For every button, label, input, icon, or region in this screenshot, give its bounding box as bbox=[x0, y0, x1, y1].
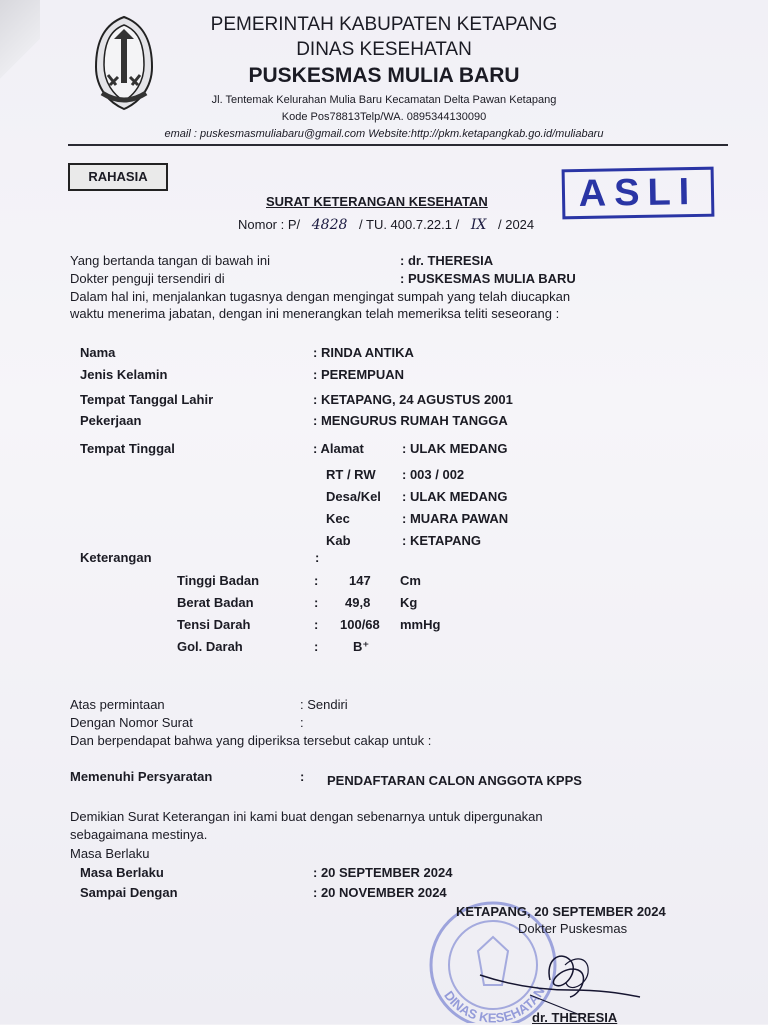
validity-heading: Masa Berlaku bbox=[70, 846, 150, 861]
weight-colon: : bbox=[314, 595, 319, 610]
blood-type-value: B⁺ bbox=[353, 639, 370, 654]
notes-colon: : bbox=[315, 550, 320, 565]
number-year: / 2024 bbox=[497, 217, 535, 232]
blood-pressure-value: 100/68 bbox=[340, 617, 380, 632]
gender-label: Jenis Kelamin bbox=[80, 367, 168, 382]
blood-type-label: Gol. Darah bbox=[177, 639, 243, 654]
opinion-text: Dan berpendapat bahwa yang diperiksa tersebut cakap untuk : bbox=[70, 733, 432, 748]
sign-place-date: KETAPANG, 20 SEPTEMBER 2024 bbox=[456, 904, 666, 919]
height-value: 147 bbox=[349, 573, 371, 588]
regency-label: Kab bbox=[326, 533, 351, 548]
name-value: : RINDA ANTIKA bbox=[313, 345, 414, 360]
weight-label: Berat Badan bbox=[177, 595, 254, 610]
height-colon: : bbox=[314, 573, 319, 588]
occupation-label: Pekerjaan bbox=[80, 413, 142, 428]
weight-unit: Kg bbox=[400, 595, 418, 610]
original-stamp: ASLI bbox=[562, 167, 715, 220]
blood-type-colon: : bbox=[314, 639, 319, 654]
request-label: Atas permintaan bbox=[70, 697, 165, 712]
closing-line-1: Demikian Surat Keterangan ini kami buat dengan sebenarnya untuk dipergunakan bbox=[70, 809, 543, 824]
document-title: SURAT KETERANGAN KESEHATAN bbox=[266, 194, 488, 209]
gender-value: : PEREMPUAN bbox=[313, 367, 405, 382]
occupation-value: : MENGURUS RUMAH TANGGA bbox=[313, 413, 508, 428]
height-unit: Cm bbox=[400, 573, 421, 588]
sign-role: Dokter Puskesmas bbox=[518, 921, 628, 936]
number-month: IX bbox=[470, 217, 487, 233]
rtrw-value: : 003 / 002 bbox=[402, 467, 465, 482]
examiner-label: Dokter penguji tersendiri di bbox=[70, 271, 225, 286]
valid-from-label: Masa Berlaku bbox=[80, 865, 164, 880]
signer-name: dr. THERESIA bbox=[532, 1010, 618, 1025]
header-divider bbox=[68, 144, 728, 146]
confidential-label: RAHASIA bbox=[68, 163, 168, 191]
letter-number-value: : bbox=[300, 715, 304, 730]
document-number bbox=[238, 217, 534, 233]
signer-label: Yang bertanda tangan di bawah ini bbox=[70, 253, 270, 268]
valid-until-value: : 20 NOVEMBER 2024 bbox=[313, 885, 447, 900]
requirement-colon: : bbox=[300, 769, 305, 784]
number-handwritten: 4828 bbox=[311, 217, 348, 233]
blood-pressure-colon: : bbox=[314, 617, 319, 632]
notes-label: Keterangan bbox=[80, 550, 152, 565]
birth-value: : KETAPANG, 24 AGUSTUS 2001 bbox=[313, 392, 513, 407]
request-value: : Sendiri bbox=[300, 697, 348, 712]
address-value: : ULAK MEDANG bbox=[402, 441, 508, 456]
blood-pressure-unit: mmHg bbox=[400, 617, 441, 632]
number-prefix: Nomor : P/ bbox=[238, 217, 301, 232]
signer-value: : dr. THERESIA bbox=[400, 253, 494, 268]
header-email: email : puskesmasmuliabaru@gmail.com Website:http://pkm.ketapangkab.go.id/muliabaru bbox=[164, 128, 604, 140]
birth-label: Tempat Tanggal Lahir bbox=[80, 392, 214, 407]
header-government: PEMERINTAH KABUPATEN KETAPANG bbox=[210, 14, 558, 35]
village-label: Desa/Kel bbox=[326, 489, 381, 504]
district-value: : MUARA PAWAN bbox=[402, 511, 509, 526]
header-department: DINAS KESEHATAN bbox=[296, 39, 472, 60]
valid-until-label: Sampai Dengan bbox=[80, 885, 178, 900]
examiner-value: : PUSKESMAS MULIA BARU bbox=[400, 271, 576, 286]
rtrw-label: RT / RW bbox=[326, 467, 376, 482]
number-code: / TU. 400.7.22.1 / bbox=[359, 217, 460, 232]
intro-paragraph-1: Dalam hal ini, menjalankan tugasnya dengan mengingat sumpah yang telah diucapkan bbox=[70, 289, 571, 304]
valid-from-value: : 20 SEPTEMBER 2024 bbox=[313, 865, 453, 880]
regency-value: : KETAPANG bbox=[402, 533, 481, 548]
village-value: : ULAK MEDANG bbox=[402, 489, 508, 504]
intro-paragraph-2: waktu menerima jabatan, dengan ini menerangkan telah memeriksa teliti seseorang : bbox=[70, 306, 560, 321]
header-contact: Kode Pos78813Telp/WA. 0895344130090 bbox=[281, 111, 487, 123]
stamp-text: DINAS KESEHATAN bbox=[441, 984, 548, 1023]
closing-line-2: sebagaimana mestinya. bbox=[70, 827, 208, 842]
blood-pressure-label: Tensi Darah bbox=[177, 617, 251, 632]
letter-number-label: Dengan Nomor Surat bbox=[70, 715, 193, 730]
residence-label: Tempat Tinggal bbox=[80, 441, 175, 456]
address-label: : Alamat bbox=[313, 441, 364, 456]
header-address: Jl. Tentemak Kelurahan Mulia Baru Kecamatan Delta Pawan Ketapang bbox=[211, 94, 557, 106]
requirement-label: Memenuhi Persyaratan bbox=[70, 769, 213, 784]
weight-value: 49,8 bbox=[345, 595, 371, 610]
name-label: Nama bbox=[80, 345, 116, 360]
header-clinic: PUSKESMAS MULIA BARU bbox=[248, 64, 520, 87]
height-label: Tinggi Badan bbox=[177, 573, 260, 588]
district-label: Kec bbox=[326, 511, 350, 526]
requirement-value: PENDAFTARAN CALON ANGGOTA KPPS bbox=[327, 773, 582, 788]
